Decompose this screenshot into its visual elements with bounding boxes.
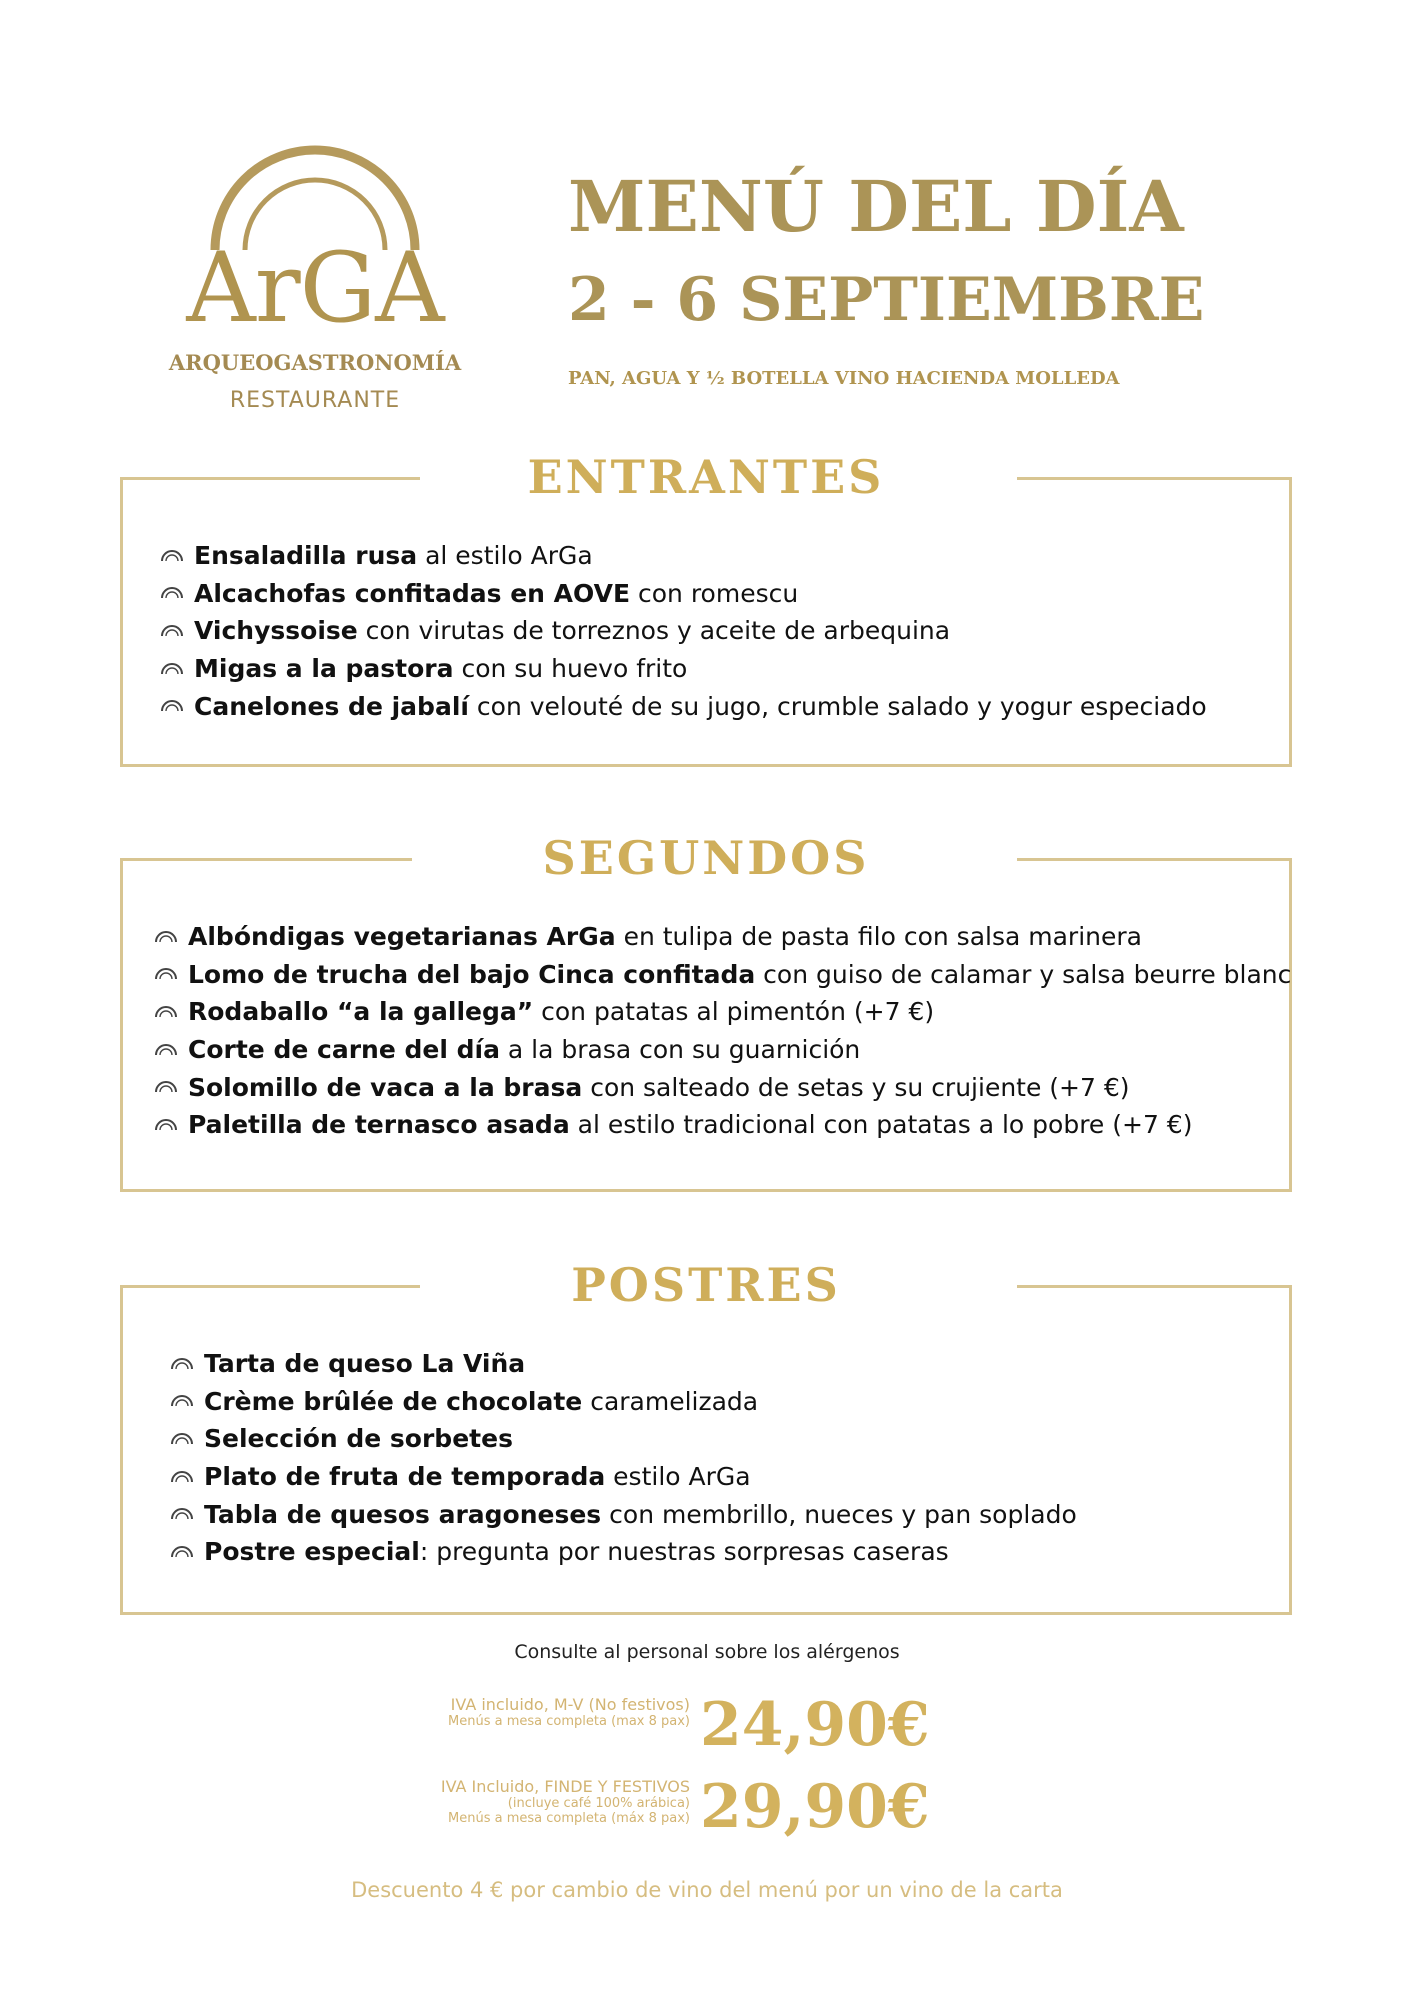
frame-top-right-line — [1017, 1285, 1292, 1288]
dish-name: Canelones de jabalí — [194, 691, 469, 721]
allergen-notice: Consulte al personal sobre los alérgenos — [514, 1641, 900, 1663]
arc-bullet-icon — [170, 1394, 194, 1408]
dish-name: Postre especial — [204, 1537, 420, 1567]
menu-item — [154, 1031, 1272, 1069]
price-weekday-line1: IVA incluido, M-V (No festivos) — [450, 1695, 690, 1714]
menu-item — [160, 537, 1272, 575]
price-weekday-note — [448, 1696, 690, 1729]
arc-bullet-icon — [170, 1507, 194, 1521]
menu-item — [154, 918, 1272, 956]
arc-bullet-icon — [160, 699, 184, 713]
section-title: ENTRANTES — [527, 450, 885, 504]
price-weekday — [400, 1690, 930, 1766]
arc-bullet-icon — [154, 1005, 178, 1019]
arc-bullet-icon — [160, 549, 184, 563]
frame-top-left-line — [120, 477, 420, 480]
frame-top-right-line — [1017, 477, 1292, 480]
dish-description: con membrillo, nueces y pan soplado — [601, 1499, 1077, 1529]
dish-description: con patatas al pimentón (+7 €) — [533, 997, 935, 1027]
menu-item — [160, 575, 1272, 613]
dish-name: Tarta de queso La Viña — [204, 1349, 526, 1379]
arc-bullet-icon — [170, 1470, 194, 1484]
frame-top-left-line — [120, 858, 412, 861]
menu-item — [160, 612, 1272, 650]
price-weekend-line3: Menús a mesa completa (máx 8 pax) — [448, 1811, 690, 1826]
dish-description: al estilo tradicional con patatas a lo pobre (+7 €) — [569, 1110, 1193, 1140]
dish-name: Albóndigas vegetarianas ArGa — [188, 922, 616, 952]
arc-bullet-icon — [154, 1080, 178, 1094]
section-postres — [120, 1258, 1292, 1615]
frame-top-left-line — [120, 1285, 420, 1288]
menu-item — [170, 1533, 1272, 1571]
menu-dates: 2 - 6 SEPTIEMBRE — [568, 265, 1205, 335]
section-title: POSTRES — [571, 1258, 841, 1312]
dish-name: Paletilla de ternasco asada — [188, 1110, 570, 1140]
dish-name: Rodaballo “a la gallega” — [188, 997, 534, 1027]
price-weekend-line1: IVA Incluido, FINDE Y FESTIVOS — [440, 1777, 690, 1796]
arc-bullet-icon — [170, 1545, 194, 1559]
section-segundos — [120, 831, 1292, 1192]
arc-bullet-icon — [154, 1043, 178, 1057]
dish-name: Selección de sorbetes — [204, 1424, 513, 1454]
page-title: MENÚ DEL DÍA — [568, 165, 1184, 248]
menu-item — [170, 1383, 1272, 1421]
menu-item — [154, 956, 1292, 994]
menu-item — [160, 687, 1272, 725]
arc-bullet-icon — [154, 930, 178, 944]
arc-bullet-icon — [170, 1357, 194, 1371]
menu-item — [160, 650, 1272, 688]
dish-description: con su huevo frito — [453, 654, 688, 684]
dish-name: Corte de carne del día — [188, 1035, 500, 1065]
dish-description: con salteado de setas y su crujiente (+7 €) — [582, 1072, 1130, 1102]
dish-name: Alcachofas confitadas en AOVE — [194, 578, 631, 608]
wine-discount-note: Descuento 4 € por cambio de vino del menú por un vino de la carta — [351, 1878, 1063, 1902]
dish-name: Solomillo de vaca a la brasa — [188, 1072, 583, 1102]
menu-item — [170, 1458, 1272, 1496]
logo-tagline: RESTAURANTE — [229, 388, 401, 413]
dish-description: estilo ArGa — [605, 1462, 751, 1492]
dish-description: caramelizada — [582, 1386, 759, 1416]
dish-name: Ensaladilla rusa — [194, 541, 418, 571]
dish-description: con virutas de torreznos y aceite de arbequina — [357, 616, 951, 646]
dish-name: Tabla de quesos aragoneses — [204, 1499, 602, 1529]
logo-subtitle: ARQUEOGASTRONOMÍA — [168, 350, 462, 375]
restaurant-logo — [160, 140, 470, 420]
menu-item-list — [170, 1345, 1272, 1571]
section-title: SEGUNDOS — [542, 831, 870, 885]
menu-item — [170, 1420, 1272, 1458]
menu-item-list — [160, 537, 1272, 725]
price-weekday-amount: 24,90€ — [700, 1690, 930, 1760]
dish-description: a la brasa con su guarnición — [499, 1035, 861, 1065]
dish-description: : pregunta por nuestras sorpresas caseras — [419, 1537, 949, 1567]
dish-description: con velouté de su jugo, crumble salado y yogur especiado — [468, 691, 1207, 721]
dish-description: con romescu — [630, 578, 799, 608]
dish-name: Vichyssoise — [194, 616, 358, 646]
arc-bullet-icon — [154, 1118, 178, 1132]
logo-wordmark: ArGA — [186, 232, 444, 344]
arc-bullet-icon — [154, 967, 178, 981]
menu-item — [154, 1106, 1272, 1144]
dish-name: Migas a la pastora — [194, 654, 454, 684]
arc-bullet-icon — [160, 586, 184, 600]
dish-description: al estilo ArGa — [417, 541, 593, 571]
menu-item — [170, 1345, 1272, 1383]
price-weekend-line2: (incluye café 100% arábica) — [507, 1796, 690, 1811]
price-weekday-line3: Menús a mesa completa (max 8 pax) — [448, 1714, 690, 1729]
price-weekend-amount: 29,90€ — [700, 1772, 930, 1842]
dish-name: Lomo de trucha del bajo Cinca confitada — [188, 959, 756, 989]
menu-item — [170, 1495, 1272, 1533]
arc-bullet-icon — [160, 624, 184, 638]
price-weekend-note — [441, 1778, 690, 1826]
dish-description: en tulipa de pasta filo con salsa marinera — [615, 922, 1142, 952]
price-weekend — [400, 1772, 930, 1848]
frame-top-right-line — [1017, 858, 1292, 861]
menu-item-list — [154, 918, 1292, 1144]
dish-name: Crème brûlée de chocolate — [204, 1386, 583, 1416]
menu-item — [154, 1068, 1272, 1106]
menu-item — [154, 993, 1272, 1031]
section-entrantes — [120, 450, 1292, 767]
arc-bullet-icon — [170, 1432, 194, 1446]
arc-bullet-icon — [160, 662, 184, 676]
dish-name: Plato de fruta de temporada — [204, 1462, 606, 1492]
dish-description: con guiso de calamar y salsa beurre blanc — [755, 959, 1292, 989]
menu-includes: PAN, AGUA Y ½ BOTELLA VINO HACIENDA MOLLEDA — [568, 368, 1120, 389]
